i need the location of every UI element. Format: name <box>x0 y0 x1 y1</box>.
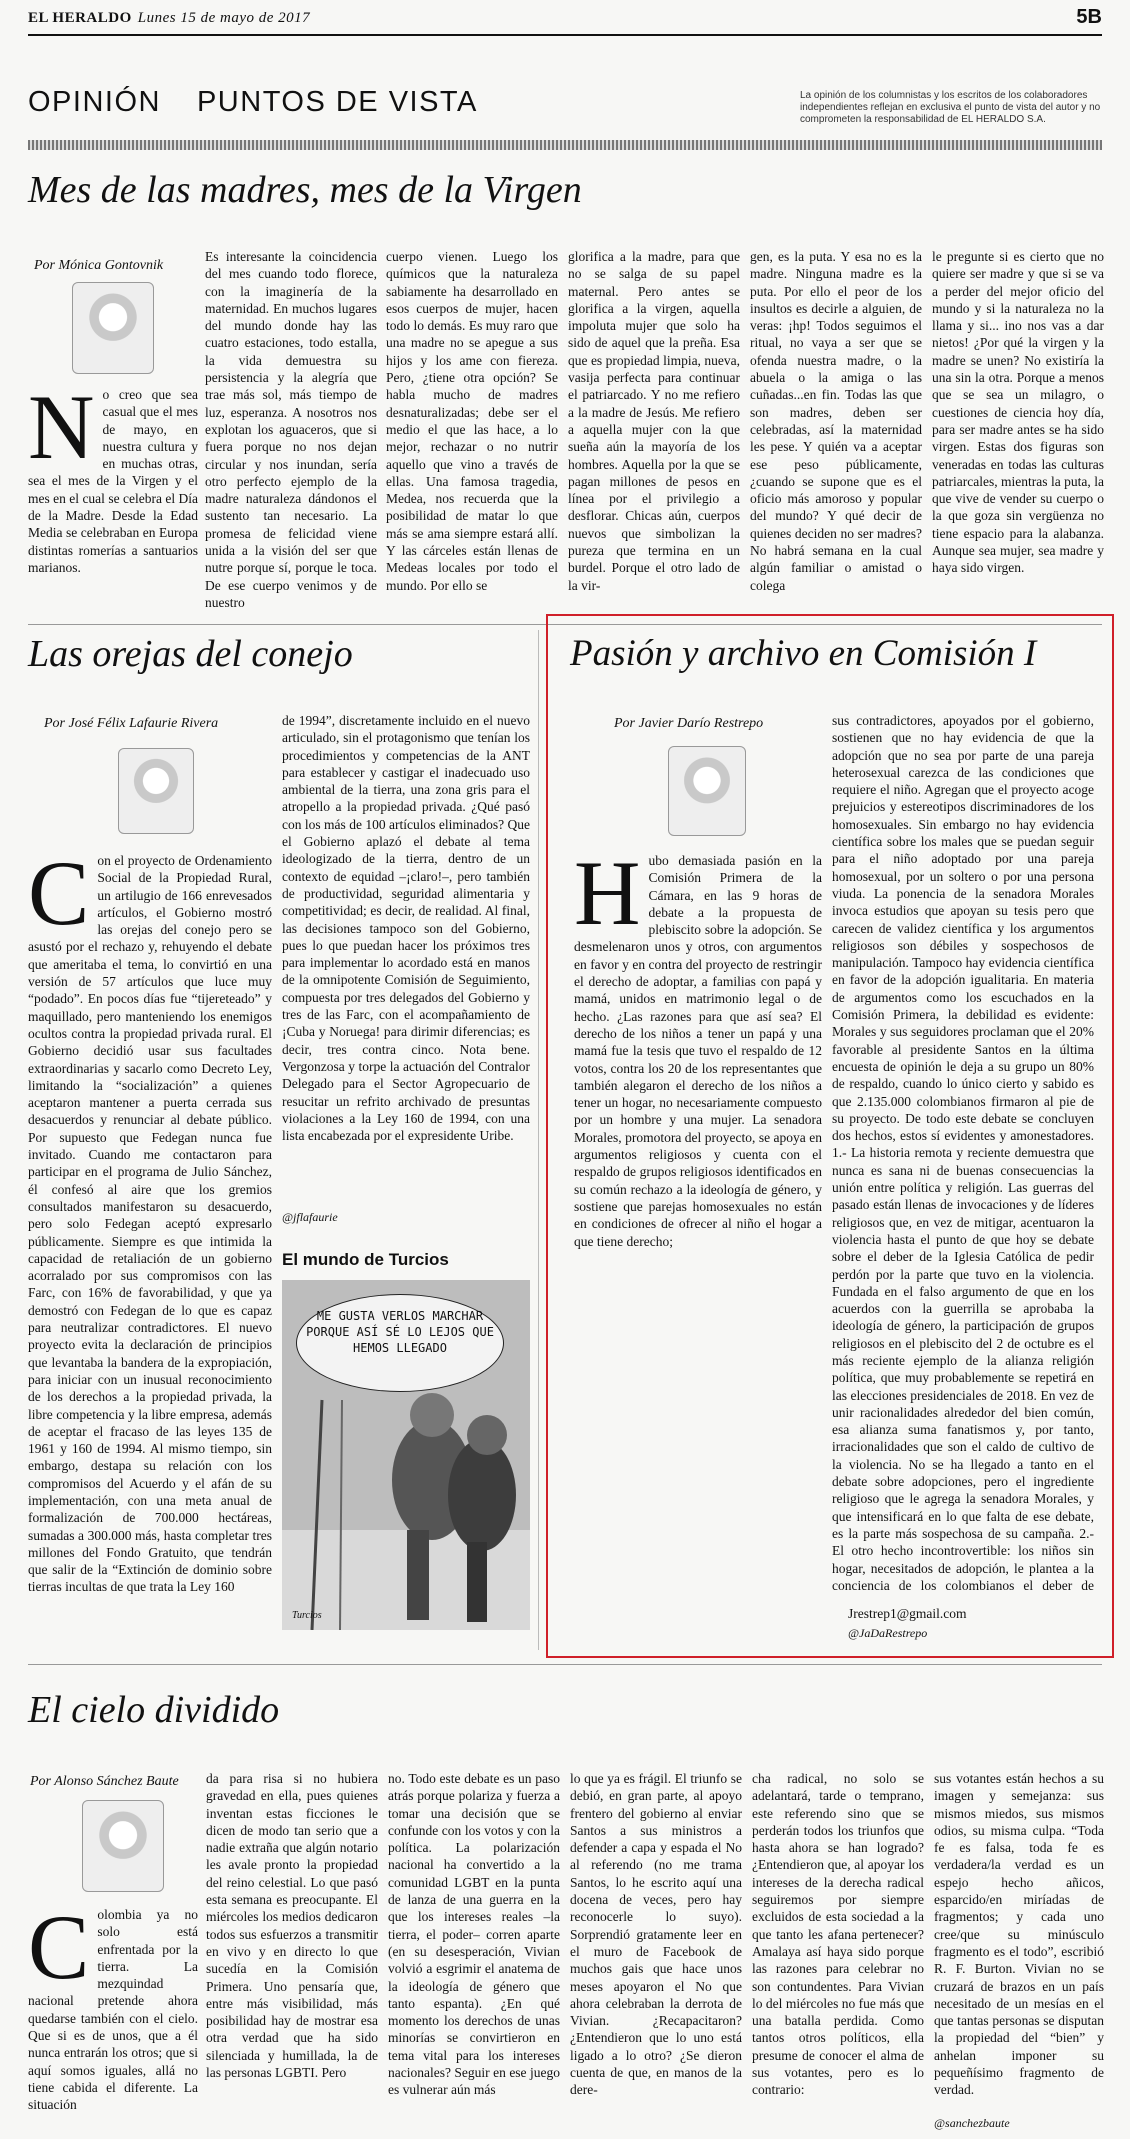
column-divider <box>538 630 539 1650</box>
byline-comision: Por Javier Darío Restrepo <box>614 716 764 731</box>
headline-madres: Mes de las madres, mes de la Virgen <box>28 169 582 211</box>
page-number: 5B <box>1076 6 1102 28</box>
column-cielo-6: sus votantes están hechos a su imagen y semejanza: sus mismos miedos, sus mismos odios, su misma culpa. “Toda fe es falsa, toda fe es verdadera/la verdad es un espejo hecho añicos, esparcido/en miríadas de fragmentos; y cada uno cree/que su minúsculo fragmento es el todo”, escribió R. F. Burton. Vivian no se cruzará de brazos en un país necesitado de un mesías en el que tantas personas se disputan la propiedad del “bien” y anhelan imponer su pequeñísimo fragmento de verdad. <box>934 1771 1104 2098</box>
paragraph: ubo demasiada pasión en la Comisión Primera de la Cámara, en las 9 horas de debate a la propuesta de plebiscito sobre la adopción. Se desmelenaron unos y otros, con argumentos en favor y en contra del proyecto de restringir el derecho de adoptar, a familias con papá y mamá, unidos en matrimonio legal o de hecho. ¿Las razones para que así sea? El derecho de los niños a tener un papá y una mamá fue la tesis que tuvo el respaldo de 12 votos, contra los 20 de los representantes que también alegaron el derecho de los niños a tener un hogar, no necesariamente compuesto por un hombre y una mujer. La senadora Morales, promotora del proyecto, se apoya en argumentos religiosos y cuenta con el respaldo de grupos religiosos identificados en su común rechazo a la ideología de género, y sostiene que parejas homosexuales no están en condiciones de ofrecer al niño el hogar a que tiene derecho; <box>574 853 822 1249</box>
column-madres-5: gen, es la puta. Y esa no es la madre. Ninguna madre es la puta. Por ello el peor de los insultos es decirle a alguien, de veras: ¡hp! Todos seguimos el ritual, no vaya a ser que se ofenda nuestra madre, o la abuela o la amiga o las cuñadas...en fin. Todas las que son madres, deben ser celebradas, así la maternidad les pese. Y quién va a aceptar ese peso públicamente, ¿cuando se supone que es el oficio más amoroso y popular del mundo? Y qué decir de quienes deciden no ser madres? No habrá semana en la cual algún familiar o amistad o colega <box>750 249 922 593</box>
header-rule <box>28 34 1102 36</box>
paragraph: on el proyecto de Ordenamiento Social de la Propiedad Rural, un artilugio de 166 enrevesados artículos, el Gobierno mostró las orejas del conejo pero se asustó por el rechazo y, rehuyendo el debate que ameritaba el tema, lo convirtió en una versión de 57 artículos que luce muy “podado”. En pocos días fue “tijereteado” y maquillado, pero manteniendo los enemigos ocultos contra la propiedad privada rural. El Gobierno decidió usar sus facultades extraordinarias y sacarlo como Decreto Ley, limitando la “socialización” a quienes aceptaron mantener a puerta cerrada sus desacuerdos y renunciar al debate público. Por supuesto que Fedegan nunca fue invitado. Cuando me contactaron para participar en el programa de Julio Sánchez, él confesó al aire que los gremios consultados manifestaron su desacuerdo, pero solo Fedegan aceptó expresarlo públicamente. Siempre es que intimida la capacidad de retaliación de un gobierno acorralado por sus compromisos con las Farc, con 16% de favorabilidad, y que ya demostró con Fedegan de lo que es capaz para neutralizar contradictores. El nuevo proyecto evita la declaración de principios que levantaba la bandera de la expropiación, para iniciar con un inusual reconocimiento de los derechos a la propiedad privada, la libre competencia y la libre empresa, además de aceptar el fracaso de las leyes 135 de 1961 y 160 de 1994. Al mismo tiempo, sin embargo, destapa su relación con los compromisos del Acuerdo y el afán de su implementación, con una meta anual de formalización de 700.000 hectáreas, sumadas a 300.000 más, hasta completar tres millones del Fondo Gratuito, que tendrán que salir de la “Extinción de dominio sobre tierras incultas de que trata la Ley 160 <box>28 853 272 1595</box>
paragraph: olombia ya no solo está enfrentada por la tierra. La mezquindad nacional pretende ahora quedarse también con el cielo. Que si es de unos, que a él nunca entrarán los otros; que si aquí somos iguales, allá no tiene cabida el diferente. La situación <box>28 1907 198 2113</box>
section-opinion: OPINIÓN <box>28 86 161 118</box>
twitter-handle-comision[interactable]: @JaDaRestrepo <box>848 1626 928 1640</box>
byline-madres: Por Mónica Gontovnik <box>34 258 164 273</box>
dropcap: C <box>28 852 90 944</box>
headline-comision: Pasión y archivo en Comisión I <box>570 633 1037 674</box>
column-cielo-1 <box>28 1906 198 2132</box>
column-conejo-1 <box>28 852 272 1638</box>
speech-text: ME GUSTA VERLOS MARCHAR PORQUE ASÍ SÉ LO LEJOS QUE HEMOS LLEGADO <box>306 1309 494 1355</box>
byline-cielo: Por Alonso Sánchez Baute <box>30 1774 179 1789</box>
cartoon-title: El mundo de Turcios <box>282 1250 449 1269</box>
column-madres-4: glorifica a la madre, para que no se salga de su papel maternal. Pero antes se glorifica a la virgen, aquella impoluta mujer que solo ha sido de aquel que la preña. Esa que es propiedad limpia, nueva, vasija perfecta para continuar el patriarcado. Y no me refiero a la madre de Jesús. Me refiero a aquella mujer con la que sueña aún la mayoría de los hombres. Aquella por la que se pagan millones de pesos en línea por el privilegio a desflorar. Chicas aún, cuerpos nuevos que simbolizan la pureza que termina en un burdel. Porque el otro lado de la vir- <box>568 249 740 593</box>
article-divider <box>28 1664 1102 1665</box>
cartoonist-signature: Turcios <box>292 1610 322 1621</box>
section-subtitle: PUNTOS DE VISTA <box>196 86 478 118</box>
twitter-handle-cielo[interactable]: @sanchezbaute <box>934 2116 1010 2130</box>
author-photo-comision <box>668 746 746 836</box>
masthead <box>28 10 310 27</box>
author-photo-madres <box>72 282 154 374</box>
column-cielo-2: da para risa si no hubiera gravedad en ella, pues quienes inventan estas ficciones le dicen de modo tan serio que a nadie extraña que algún notario les avale pronto la propiedad del reino celestial. Lo que pasó esta semana es preocupante. El miércoles los medios dedicaron todos sus esfuerzos a transmitir en vivo y en directo lo que sucedía en la Comisión Primera. Uno pensaría que, entre más visibilidad, más posibilidad hay de mostrar esa otra verdad que ha sido silenciada y humillada, la de las personas LGBTI. Pero <box>206 1771 378 2081</box>
dropcap: C <box>28 1906 90 1998</box>
author-photo-conejo <box>118 748 194 834</box>
column-comision-1 <box>574 852 822 1268</box>
dropcap: N <box>28 386 95 478</box>
issue-date: Lunes 15 de mayo de 2017 <box>137 10 311 26</box>
column-comision-2: sus contradictores, apoyados por el gobierno, sostienen que no hay evidencia de que la adopción que no sea por parte de una pareja heterosexual carezca de las condiciones que requiere el niño. Agregan que el proyecto acoge prejuicios y estereotipos discriminadores de los homosexuales. Sin embargo no hay evidencia científica sobre los males que se puedan seguir para el niño adoptado por una pareja homosexual, por un soltero o por una persona viuda. La ponencia de la senadora Morales invoca estudios que apoyan su tesis pero que carecen de validez científica y los argumentos religiosos son débiles y sospechosos de manipulación. Tampoco hay evidencia científica en favor de la adopción igualitaria. En materia de argumentos como los escuchados en la Comisión Primera, la debilidad es evidente: Morales y sus seguidores proclaman que el 20% favorable al presidente Santos en la última encuesta de opinión le deja a su grupo un 80% de respaldo, cuando lo único cierto y sabido es que 2.135.000 colombianos firmaron al pie de su proyecto. De todo este debate se concluyen dos hechos, estos sí evidentes y amonestadores. 1.- La historia remota y reciente demuestra que nunca es sana ni de buenas consecuencias la unión entre política y religión. Las guerras del pasado están llenas de invocaciones y de líderes religiosos que, en vez de mitigar, acentuaron la violencia hasta el punto de que hoy se debate sobre el deber de la Iglesia Católica de pedir perdón por la parte que tuvo en la violencia. Fundada en el falso argumento de que en los acuerdos con la guerrilla se aprobaba la ideología de género, la participación de grupos religiosos en el plebiscito del 2 de octubre es el más reciente ejemplo de la alianza religión política, que muy probablemente se repetirá en las elecciones presidenciales de 2018. En vez de unir racionalidades alrededor del bien común, esa alianza suma fanatismos y, por tanto, irracionalidades que son el caldo de cultivo de la violencia. No se ha llegado a tanto en el debate sobre adopciones, pero el ingrediente religioso que le agrega la senadora Morales, y que intensificará en lo que falta de ese debate, es la parte más sospechosa de su campaña. 2.- El otro hecho incontrovertible: los niños sin hogar, necesitados de adopción, le plantea a la conciencia de los colombianos el deber de <box>832 713 1094 1593</box>
column-madres-2: Es interesante la coincidencia del mes cuando todo florece, con la imaginería de la maternidad. En muchos lugares del mundo donde hay las cuatro estaciones, todo estalla, la vida demuestra su persistencia y la alegría que trae más sol, más tiempo de luz, esperanza. A nosotros nos explotan los aguaceros, que si fuera porque no nos dejan circular y nos inundan, sería otro perfecto ejemplo de la madre naturaleza dándonos el sustento tan necesario. La promesa de felicidad viene unida a la visión del ser que nutre porque sí, porque le toca. De ese cuerpo venimos y de nuestro <box>205 249 377 610</box>
column-cielo-3: no. Todo este debate es un paso atrás porque polariza y fuerza a tomar una decisión que se confunde con los votos y con la política. La polarización nacional ha convertido a la comunidad LGBT en la punta de lanza de una guerra en la que los intereses reales –la tierra, el poder– corren aparte (en su desesperación, Vivian volvió a esgrimir el anatema de la ideología de género que tanto espanta). ¿En qué momento los derechos de unas minorías se convirtieron en tema vital para los intereses nacionales? Seguir en ese juego es vulnerar aún más <box>388 1771 560 2098</box>
column-cielo-4: lo que ya es frágil. El triunfo se debió, en gran parte, al apoyo frentero del gobierno al enviar Santos a sus ministros a defender a capa y espada el No al referendo (no me trama Santos, lo he escrito aquí una docena de veces, pero hay reconocerle lo suyo). Sorprendió gratamente leer en el muro de Facebook de muchos gais que hace unos meses apoyaron el No que ahora celebraban la derrota de Vivian. ¿Recapacitaron? ¿Entendieron que lo uno está ligado a lo otro? ¿Se dieron cuenta de que, en manos de la dere- <box>570 1771 742 2098</box>
column-conejo-2: de 1994”, discretamente incluido en el nuevo articulado, sin el protagonismo que tenían los procedimientos y competencias de la ANT para establecer y castigar el inadecuado uso ambiental de la tierra, una zona gris para el atropello a la propiedad privada. ¿Qué pasó con los más de 100 artículos eliminados? Que el Gobierno aplazó el debate al tema ideologizado de la tierra, dentro de un contexto de equidad –¡claro!–, pero también de productividad, seguridad alimentaria y competitividad; es decir, de realidad. Al final, las decisiones tampoco son del Gobierno, pues lo que puedan hacer los próximos tres para implementar lo acordado está en manos de la omnipotente Comisión de Seguimiento, compuesta por tres delegados del Gobierno y tres de las Farc, con el acompañamiento de ¡Cuba y Noruega! para dirimir diferencias; es decir, tres contra cinco. Nota bene. Vergonzosa y torpe la actuación del Contralor Delegado para el Sector Agropecuario de resucitar un refrito archivado de presuntas violaciones a la Ley 160 de 1994, con una lista encabezada por el expresidente Uribe. <box>282 713 530 1144</box>
column-madres-3: cuerpo vienen. Luego los químicos que la naturaleza sabiamente ha desarrollado en esos cuerpos de mujer, hacen todo lo demás. Es muy raro que una madre no se apegue a sus hijos y los ame con fiereza. Pero, ¿tiene otra opción? Se habla mucho de madres desnaturalizadas; debe ser el medio el que las hace, a lo mejor, rechazar o no nutrir aquello que vino a través de ellas. Una famosa tragedia, Medea, nos recuerda que la posibilidad de matar lo que más se ama siempre estará allí. Y las cárceles están llenas de Medeas locales por todo el mundo. Por ello se <box>386 249 558 593</box>
column-cielo-5: cha radical, no solo se adelantará, tarde o temprano, este referendo sino que se perderán todos los triunfos que hasta ahora se han logrado? ¿Entendieron que, al apoyar los intereses de la derecha radical seguiremos por siempre excluidos de esta sociedad a la que tanto les afana pertenecer? Amalaya así haya sido porque las razones para celebrar no son contundentes. Para Vivian lo del miércoles no fue más que una batalla perdida. Como tantos otros políticos, ella presume de conocer el alma de sus votantes, pero es lo contrario: <box>752 1771 924 2098</box>
section-divider <box>28 140 1102 150</box>
byline-conejo: Por José Félix Lafaurie Rivera <box>44 716 219 731</box>
author-photo-cielo <box>82 1800 164 1892</box>
disclaimer: La opinión de los columnistas y los escritos de los colaboradores independientes reflejan en exclusiva el punto de vista del autor y no comprometen la responsabilidad de EL HERALDO S.A. <box>800 90 1101 125</box>
dropcap: H <box>574 852 641 944</box>
headline-cielo: El cielo dividido <box>28 1689 280 1731</box>
newspaper-name: EL HERALDO <box>28 10 132 26</box>
paragraph: o creo que sea casual que el mes de mayo, en nuestra cultura y en muchas otras, sea el mes de la Virgen y el mes en el cual se celebra el Día de la Madre. Desde la Edad Media se celebraban en Europa distintas romerías a santuarios marianos. <box>28 387 198 575</box>
column-madres-1 <box>28 386 198 616</box>
twitter-handle-conejo[interactable]: @jflafaurie <box>282 1210 338 1224</box>
author-email[interactable]: Jrestrep1@gmail.com <box>848 1606 967 1621</box>
section-title <box>28 86 514 119</box>
column-madres-6: le pregunte si es cierto que no quiere ser madre y que si se va a perder del mejor oficio del mundo y si la naturaleza no la llama y si... ino nos vas a dar nietos! ¿Por qué la virgen y la madre se unen? No existiría la una sin la otra. Porque a menos que se sea un milagro, o cuestiones de ciencia hoy día, para ser madre antes se ha sido virgen. Estas dos figuras son veneradas en todas las culturas patriarcales, mientras la puta, la que vive de vender su cuerpo o la que goza sin vergüenza no tiene espacio para la alabanza. Aunque sea mujer, sea madre y haya sido virgen. <box>932 249 1104 576</box>
headline-conejo: Las orejas del conejo <box>28 633 353 675</box>
